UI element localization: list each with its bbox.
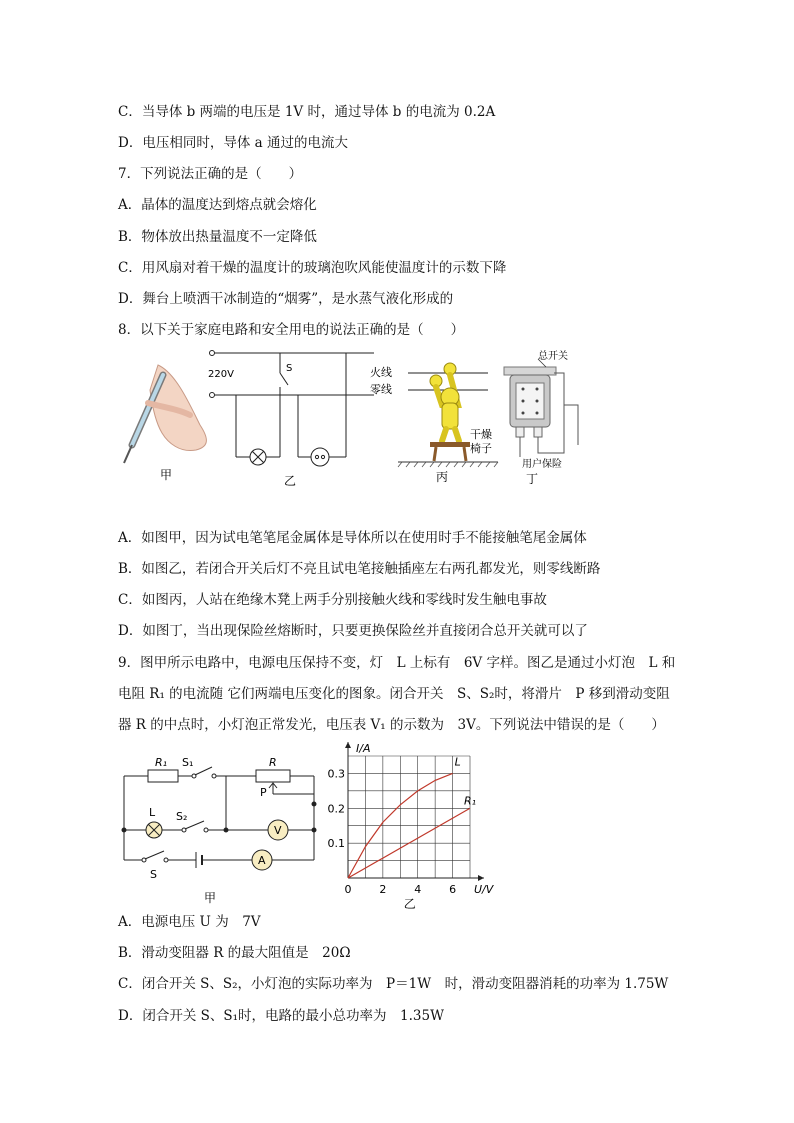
label-yonghu: 用户保险 <box>522 459 562 470</box>
q9-option-b: B．滑动变阻器 R 的最大阻值是 20Ω <box>118 945 351 961</box>
y-axis-label: I/A <box>356 742 371 755</box>
label-bing: 丙 <box>436 470 449 484</box>
q9-stem-line3: 器 R 的中点时，小灯泡正常发光，电压表 V₁ 的示数为 3V。下列说法中错误的是（ ） <box>118 717 665 733</box>
main-switch-box-figure <box>504 359 578 457</box>
q7-option-d: D．舞台上喷洒干冰制造的“烟雾”，是水蒸气液化形成的 <box>118 291 454 307</box>
voltmeter-v-label: V <box>274 824 282 837</box>
label-jia: 甲 <box>160 468 173 482</box>
y-tick-label: 0.2 <box>327 802 345 816</box>
y-axis-arrow <box>345 742 351 748</box>
label-220v: 220V <box>208 369 234 380</box>
test-pen-hand-figure <box>124 365 206 463</box>
label-zongkaiguan: 总开关 <box>538 351 568 362</box>
label-lingxian: 零线 <box>370 383 392 396</box>
q8-figure <box>118 345 598 490</box>
label-r: R <box>269 756 277 769</box>
q9-stem-line2: 电阻 R₁ 的电流随 它们两端电压变化的图象。闭合开关 S、S₂时，将滑片 P 移到滑动变阻 <box>118 686 670 702</box>
q9-circuit-diagram <box>118 750 328 908</box>
circuit-caption: 甲 <box>204 891 217 905</box>
q9-stem-line1: 9．图甲所示电路中，电源电压保持不变，灯 L 上标有 6V 字样。图乙是通过小灯泡 L 和 <box>118 655 676 671</box>
q9-option-d: D．闭合开关 S、S₁时，电路的最小总功率为 1.35W <box>118 1008 444 1024</box>
ammeter-a-label: A <box>258 854 266 867</box>
q8-option-b: B．如图乙，若闭合开关后灯不亮且试电笔接触插座左右两孔都发光，则零线断路 <box>118 561 601 577</box>
q6-option-c: C．当导体 b 两端的电压是 1V 时，通过导体 b 的电流为 0.2A <box>118 104 496 120</box>
q7-option-c: C．用风扇对着干燥的温度计的玻璃泡吹风能使温度计的示数下降 <box>118 260 507 276</box>
label-ding: 丁 <box>526 472 539 486</box>
series-label: L <box>454 755 461 769</box>
chart-series <box>348 755 476 878</box>
q8-option-a: A．如图甲，因为试电笔笔尾金属体是导体所以在使用时手不能接触笔尾金属体 <box>118 530 587 546</box>
label-s2: S₂ <box>176 810 188 823</box>
chart-caption: 乙 <box>403 897 416 910</box>
q7-stem: 7．下列说法正确的是（ ） <box>118 166 303 182</box>
q9-iu-chart <box>326 740 506 910</box>
x-axis-arrow <box>478 875 484 881</box>
label-p: P <box>260 786 267 799</box>
x-tick-label: 4 <box>414 883 422 896</box>
label-yizi: 椅子 <box>470 442 492 455</box>
chart-ticks <box>328 767 457 896</box>
q8-option-c: C．如图丙，人站在绝缘木凳上两手分别接触火线和零线时发生触电事故 <box>118 592 547 608</box>
q9-option-c: C．闭合开关 S、S₂，小灯泡的实际功率为 P＝1W 时，滑动变阻器消耗的功率为 1.75W <box>118 976 669 992</box>
chart-axes <box>345 742 484 881</box>
q8-stem: 8．以下关于家庭电路和安全用电的说法正确的是（ ） <box>118 322 465 338</box>
label-ganzao: 干燥 <box>470 428 492 441</box>
label-huoxian: 火线 <box>370 366 392 379</box>
q6-option-d: D．电压相同时，导体 a 通过的电流大 <box>118 135 348 151</box>
label-switch-s: S <box>286 363 293 374</box>
label-s1: S₁ <box>182 756 194 769</box>
q8-option-d: D．如图丁，当出现保险丝熔断时，只要更换保险丝并直接闭合总开关就可以了 <box>118 623 588 639</box>
q9-option-a: A．电源电压 U 为 7V <box>118 914 261 930</box>
x-tick-label: 2 <box>379 883 387 896</box>
x-axis-label: U/V <box>474 883 494 896</box>
label-r1: R₁ <box>155 756 168 769</box>
label-l: L <box>149 806 156 819</box>
label-s: S <box>150 868 157 881</box>
x-tick-label: 0 <box>344 883 352 896</box>
series-label: R₁ <box>464 794 477 808</box>
q7-option-b: B．物体放出热量温度不一定降低 <box>118 229 317 245</box>
y-tick-label: 0.1 <box>327 837 345 851</box>
q7-option-a: A．晶体的温度达到熔点就会熔化 <box>118 197 317 213</box>
label-yi: 乙 <box>284 474 297 488</box>
y-tick-label: 0.3 <box>327 767 345 781</box>
x-tick-label: 6 <box>449 883 457 896</box>
